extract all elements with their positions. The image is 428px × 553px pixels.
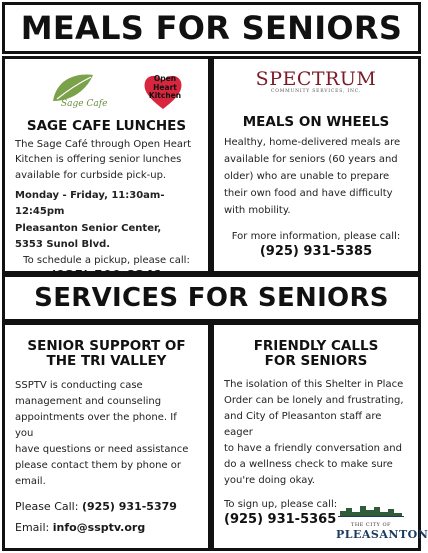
wheels-phone: (925) 931-5385 <box>259 244 373 260</box>
calls-heading: FRIENDLY CALLS FOR SENIORS <box>253 338 379 369</box>
sage-schedule-text: To schedule a pickup, please call: <box>23 255 190 267</box>
spectrum-logo-name: SPECTRUM <box>255 68 377 90</box>
city-of-pleasanton-logo: THE CITY OF PLEASANTON <box>336 502 406 542</box>
sage-location-line2: 5353 Sunol Blvd. <box>15 238 111 250</box>
sage-cafe-card <box>2 56 211 274</box>
top-banner <box>2 2 421 54</box>
sage-heading: SAGE CAFE LUNCHES <box>26 118 187 134</box>
calls-description: The isolation of this Shelter in Place Order can be lonely and frustrating, and City of Pleasanton staff are eager to have a friendly conversation and do a wellness check to make sure you're doing okay. <box>224 378 404 486</box>
spectrum-logo-tag: COMMUNITY SERVICES, INC. <box>270 89 362 94</box>
meals-on-wheels-card <box>211 56 421 274</box>
services-title: SERVICES FOR SENIORS <box>34 283 389 313</box>
calls-phone: (925) 931-5365 <box>224 512 337 528</box>
wheels-info-text: For more information, please call: <box>231 230 401 242</box>
ssptv-phone: (925) 931-5379 <box>81 499 177 513</box>
ssptv-card <box>2 322 211 551</box>
ssptv-email-link[interactable]: info@ssptv.org <box>52 520 146 534</box>
sage-location-line1: Pleasanton Senior Center, <box>15 223 162 235</box>
spectrum-logo <box>224 65 408 105</box>
sage-logos <box>15 65 198 117</box>
city-skyline-icon <box>336 502 406 518</box>
sage-description: The Sage Café through Open Heart Kitchen is offering senior lunches available for curbside pick-up. <box>15 138 192 181</box>
sage-hours: Monday - Friday, 11:30am-12:45pm <box>15 190 165 217</box>
page-title: MEALS FOR SENIORS <box>20 9 403 47</box>
wheels-heading: MEALS ON WHEELS <box>242 114 390 130</box>
ssptv-description: SSPTV is conducting case management and counseling appointments over the phone. If you have questions or need assistance please contact them by phone or email. <box>15 379 189 487</box>
friendly-calls-card <box>211 322 428 551</box>
wheels-description: Healthy, home-delivered meals are available for seniors (60 years and older) who are unable to prepare their own food and have difficulty with mobility. <box>224 136 401 216</box>
services-banner <box>2 274 421 322</box>
open-heart-kitchen-logo: Open Heart Kitchen <box>148 74 182 100</box>
ssptv-call-line: Please Call: (925) 931-5379 <box>15 499 177 513</box>
sage-logo-text: Sage Cafe <box>61 99 108 109</box>
ssptv-email-line: Email: info@ssptv.org <box>15 520 146 534</box>
ssptv-heading: SENIOR SUPPORT OF THE TRI VALLEY <box>27 338 186 369</box>
calls-signup-text: To sign up, please call: <box>224 498 338 510</box>
